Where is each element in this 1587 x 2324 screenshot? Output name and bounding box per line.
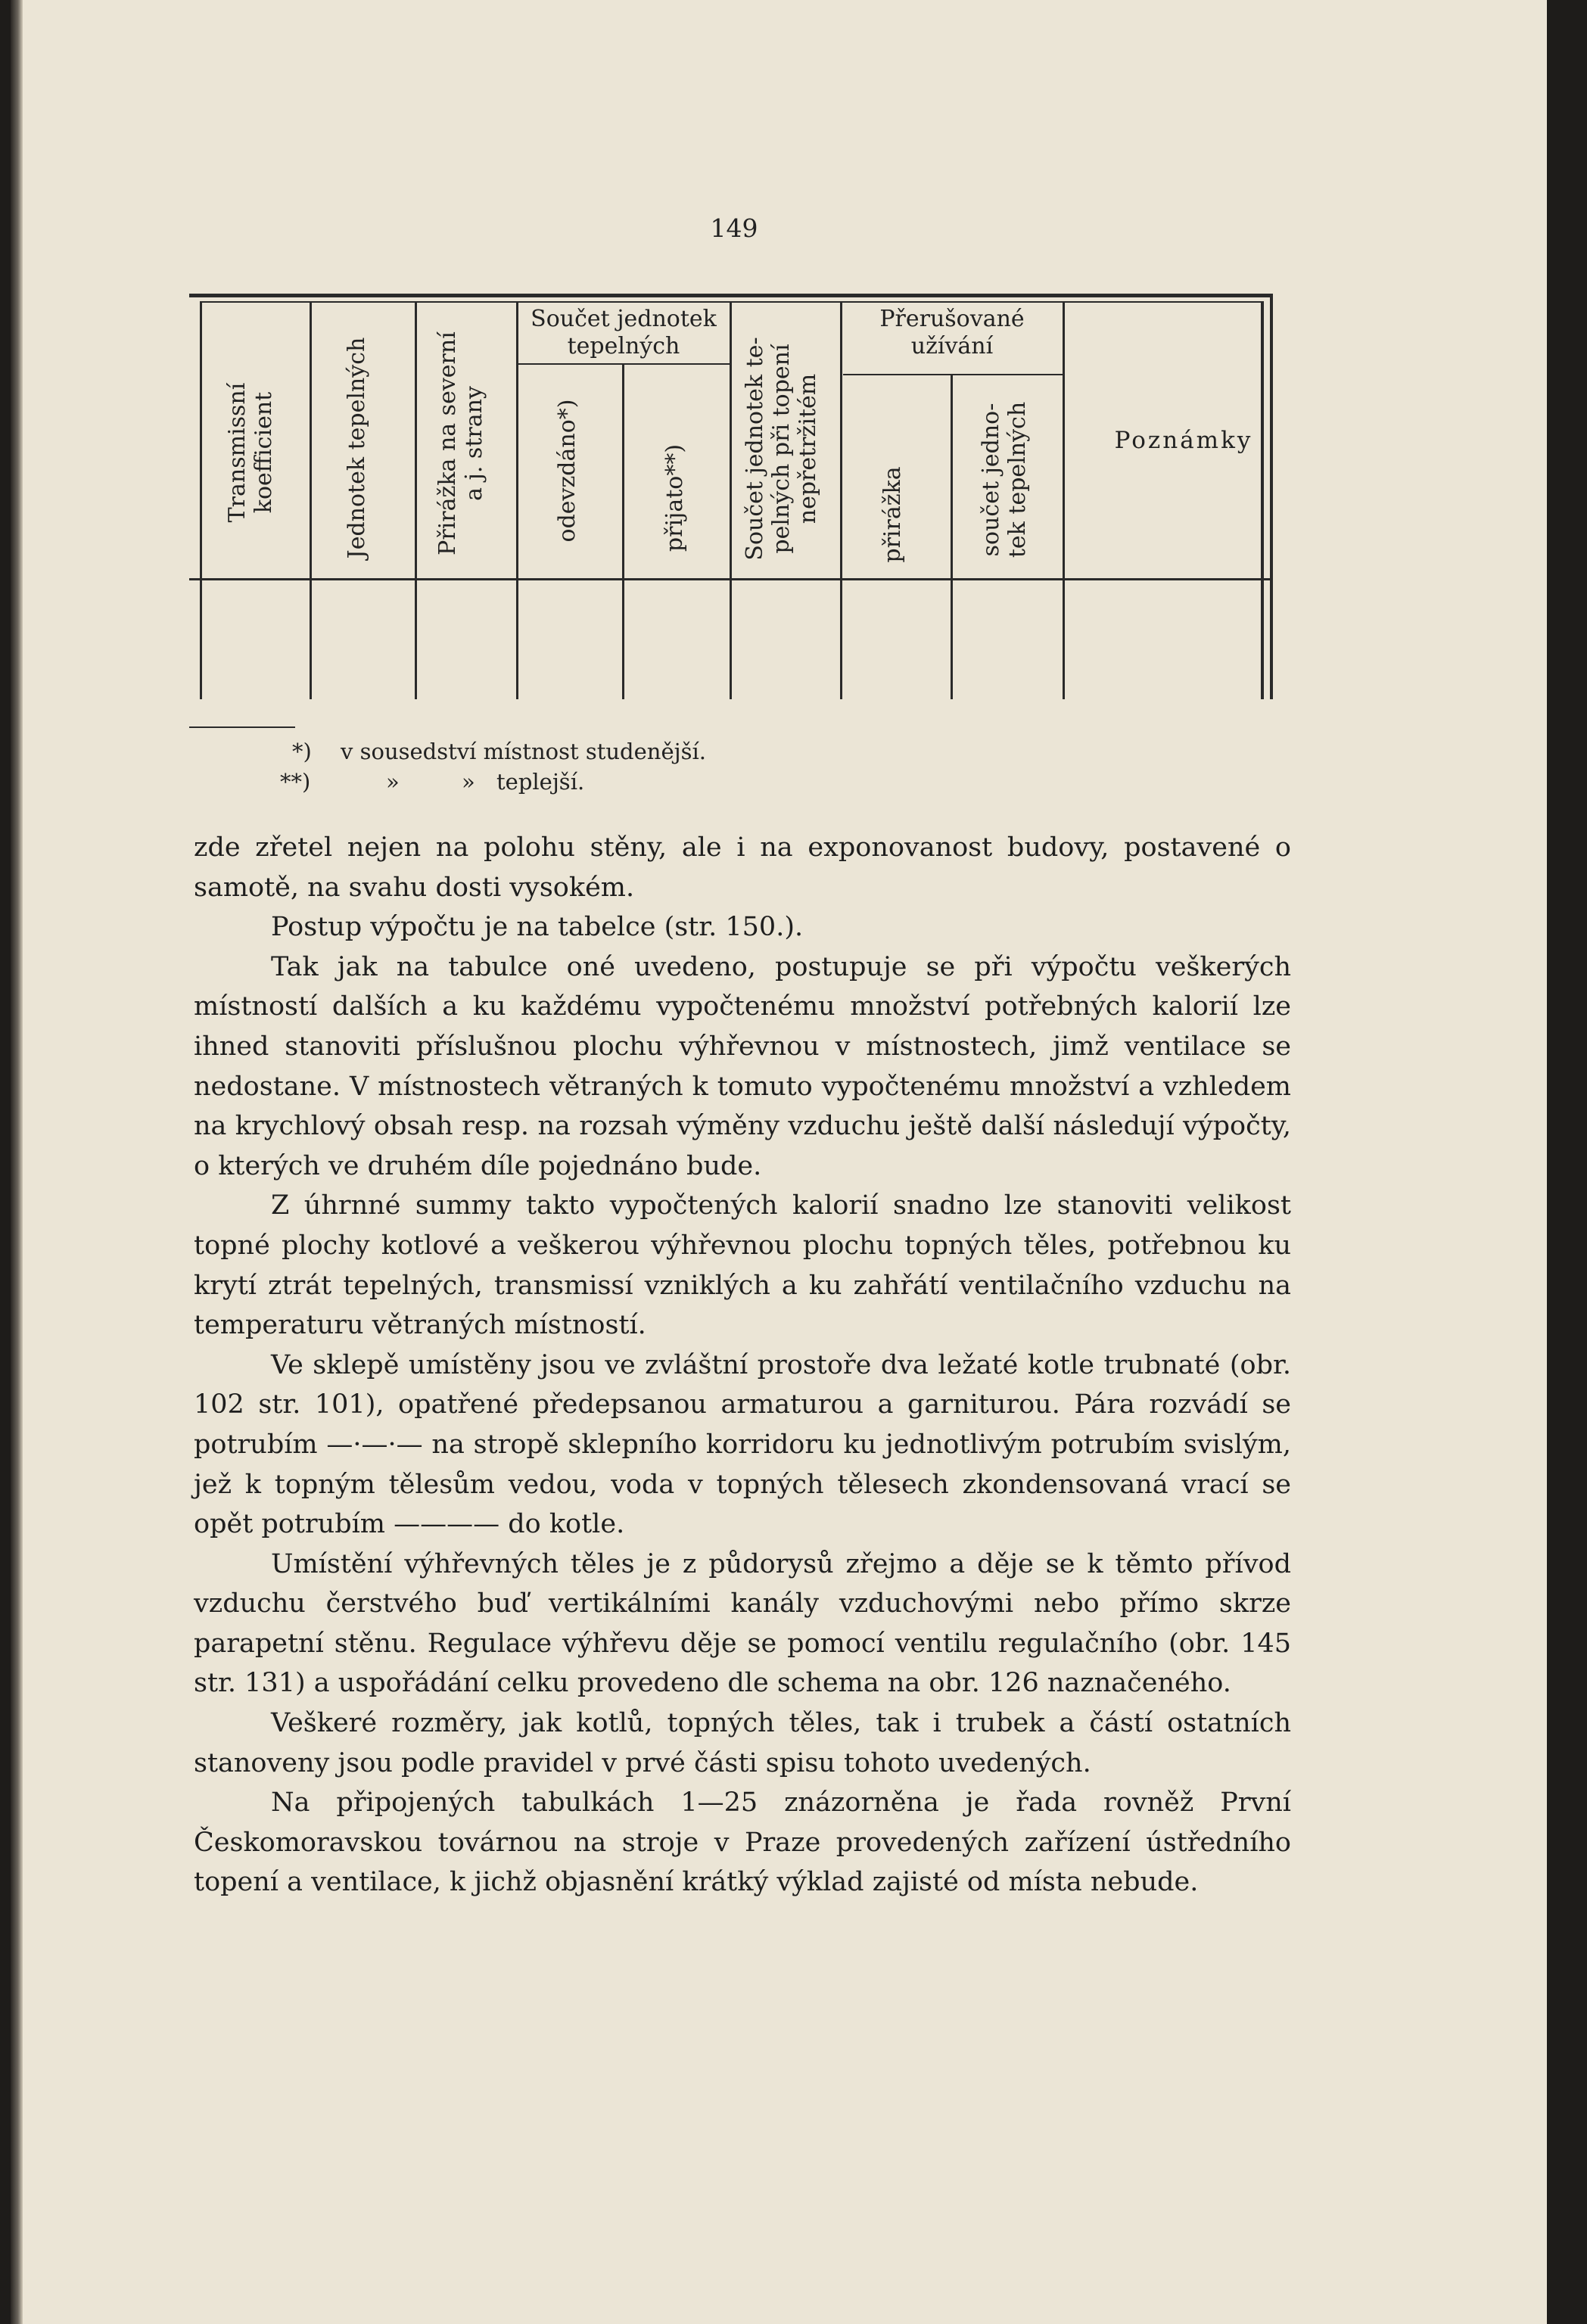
- col-header-transmissni: Transmissní koefficient: [224, 382, 277, 523]
- paragraph: Umístění výhřevných těles je z půdorysů zřejmo a děje se k těmto přívod vzduchu čerstvého buď vertikálními kanály vzduchovými nebo přímo skrze parapetní stěnu. Regulace výhřevu děje se pomocí ventilu regulačního (obr. 145 str. 131) a uspořádání celku provedeno dle schema na obr. 126 naznačeného.: [194, 1548, 1291, 1699]
- paragraph: Z úhrnné summy takto vypočtených kalorií snadno lze stanoviti velikost topné plochy kotlové a veškerou výhřevnou plochu topných těles, potřebnou ku krytí ztrát tepelných, transmissí vzniklých a ku zahřátí ventilačního vzduchu na temperaturu větraných místností.: [194, 1190, 1291, 1341]
- col-rule: [1063, 301, 1065, 699]
- col-header-odevzdano: odevzdáno*): [554, 399, 580, 543]
- footnote-marker: **): [280, 769, 311, 795]
- page-number: 149: [710, 213, 758, 243]
- table-right-rule: [1270, 294, 1273, 699]
- col-rule: [415, 301, 417, 699]
- footnote-1: [292, 739, 706, 764]
- group-preruseni-divider: [843, 374, 1063, 375]
- col-rule: [840, 301, 842, 699]
- col-header-soucet-jednotek-tepelnych: součet jedno- tek tepelných: [978, 401, 1031, 558]
- col-header-poznamky: Poznámky: [1114, 427, 1253, 454]
- col-rule: [310, 301, 312, 699]
- col-rule: [951, 375, 953, 699]
- paragraph: zde zřetel nejen na polohu stěny, ale i na exponovanost budovy, postavené o samotě, na svahu dosti vysokém.: [194, 832, 1291, 903]
- col-rule: [200, 301, 202, 699]
- col-header-soucet-nepretrzitem: Součet jednotek te- pelných při topení nepřetržitém: [742, 337, 821, 561]
- paragraph: Ve sklepě umístěny jsou ve zvláštní prostoře dva ležaté kotle trubnaté (obr. 102 str. 101), opatřené předepsanou armaturou a garniturou. Pára rozvádí se potrubím —·—·— na stropě sklepního korridoru ku jednotlivým potrubím svislým, jež k topným tělesům vedou, voda v topných tělesech zkondensovaná vrací se opět potrubím ———— do kotle.: [194, 1349, 1291, 1540]
- body-text: [194, 828, 1291, 1902]
- paragraph: Postup výpočtu je na tabelce (str. 150.).: [271, 912, 804, 943]
- footnote-text: v sousedství místnost studenější.: [341, 739, 706, 764]
- col-rule: [1261, 301, 1264, 699]
- footnote-2: [280, 769, 584, 795]
- col-header-prirazka-sever: Přirážka na severní a j. strany: [434, 331, 487, 555]
- col-rule: [622, 365, 624, 699]
- footnote-text: teplejší.: [496, 769, 585, 795]
- table-top-rule: [189, 294, 1273, 297]
- footnote-ditto: »: [462, 769, 475, 795]
- paragraph: Tak jak na tabulce oné uvedeno, postupuje se při výpočtu veškerých místností dalších a ku každému vypočtenému množství potřebných kalorií lze ihned stanoviti příslušnou plochu výhřevnou v místnostech, jimž ventilace se nedostane. V místnostech větraných k tomuto vypočtenému množství a vzhledem na krychlový obsah resp. na rozsah výměny vzduchu ještě další následují výpočty, o kterých ve druhém díle pojednáno bude.: [194, 951, 1291, 1181]
- col-rule: [730, 301, 732, 699]
- paragraph: Na připojených tabulkách 1—25 znázorněna je řada rovněž První Českomoravskou továrnou na stroje v Praze provedených zařízení ústředního topení a ventilace, k jichž objasnění krátký výklad zajisté od místa nebude.: [194, 1787, 1291, 1898]
- footnote-marker: *): [292, 739, 312, 764]
- col-header-prijato: přijato**): [661, 443, 688, 552]
- col-header-jednotek: Jednotek tepelných: [344, 337, 370, 559]
- footnote-rule: [189, 726, 295, 728]
- footnote-ditto: »: [386, 769, 400, 795]
- group-header-soucet: Součet jednotek tepelných: [531, 306, 717, 359]
- page-binding-edge: [11, 0, 23, 2324]
- col-rule: [516, 301, 518, 699]
- col-header-prirazka: přirážka: [879, 466, 906, 563]
- book-page: [11, 0, 1547, 2324]
- group-header-preruseni: Přerušované užívání: [879, 306, 1025, 359]
- paragraph: Veškeré rozměry, jak kotlů, topných těles, tak i trubek a částí ostatních stanoveny jsou podle pravidel v prvé části spisu tohoto uvedených.: [194, 1708, 1291, 1778]
